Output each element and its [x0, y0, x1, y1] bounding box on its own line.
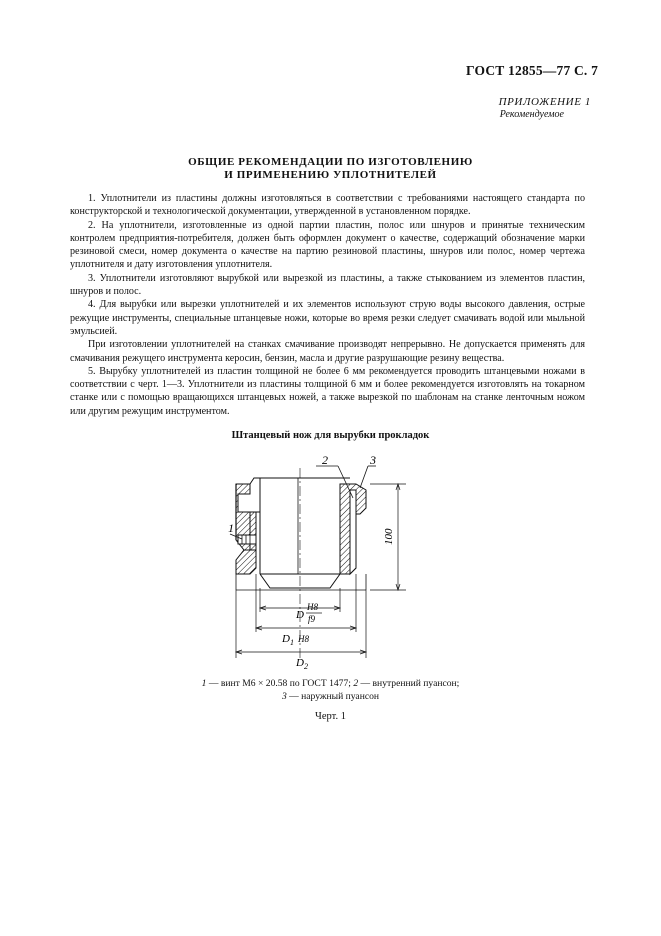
part-label-3: 3 — [370, 453, 376, 467]
dim-d-tolerance-bottom: f9 — [308, 614, 316, 624]
paragraph-5: 5. Вырубку уплотнителей из пластин толщиной не более 6 мм рекомендуется проводить штанцевыми ножами в соответствии с черт. 1—3. Уплотнители из пластины толщиной 6 мм и более рекомендуется изготовлять на токарном станке или с помощью вращающихся штанцевых ножей, а также вырезкой по шаблонам на станке ленточным ножом или другим режущим инструментом. — [70, 365, 585, 417]
dim-d2-subscript: 2 — [304, 662, 308, 671]
legend-number-1: 1 — [201, 678, 207, 689]
dim-d1-line — [256, 574, 356, 632]
appendix-label: ПРИЛОЖЕНИЕ 1 — [498, 96, 591, 108]
appendix-status: Рекомендуемое — [499, 109, 564, 120]
dim-d2-symbol: D — [296, 657, 304, 669]
section-title-line-1: ОБЩИЕ РЕКОМЕНДАЦИИ ПО ИЗГОТОВЛЕНИЮ — [188, 156, 473, 168]
paragraph-1: 1. Уплотнители из пластины должны изготовляться в соответствии с требованиями настоящего стандарта по конструкторской и технологической документации, утвержденной в установленном порядке. — [70, 193, 585, 218]
part-label-2: 2 — [322, 453, 328, 467]
left-lower-section — [236, 550, 256, 574]
dim-d2-line — [236, 590, 366, 658]
figure-legend — [0, 678, 661, 703]
standard-header: ГОСТ 12855—77 С. 7 — [466, 63, 599, 78]
body-text — [70, 192, 585, 418]
dim-d-tolerance-top: H8 — [307, 602, 318, 612]
dim-d-symbol: D — [296, 609, 304, 621]
paragraph-4: 4. Для вырубки или вырезки уплотнителей и их элементов используют струю воды высокого давления, острые режущие инструменты, специальные штанцевые ножи, которые во время резки следует смачивать водой или мыльной эмульсией. — [70, 299, 585, 337]
figure-title: Штанцевый нож для вырубки прокладок — [231, 430, 430, 441]
legend-number-3: 3 — [281, 690, 287, 702]
punch-knife-drawing — [220, 450, 420, 672]
legend-text-2: — внутренний пуансон; — [358, 678, 460, 689]
legend-line-1 — [0, 678, 661, 691]
legend-number-2: 2 — [353, 678, 359, 689]
paragraph-2: 2. На уплотнители, изготовленные из одной партии пластин, полос или шнуров и принятые техническим контролем предприятия-потребителя, должен быть оформлен документ о качестве, содержащий обозначение марки резиновой смеси, номер документа о качестве на партию резиновой пластины, шнуров или полос, номер чертежа уплотнителя и дату изготовления уплотнителя. — [70, 219, 585, 271]
part-label-1: 1 — [228, 521, 234, 535]
figure-caption: Черт. 1 — [315, 711, 346, 722]
height-value: 100 — [383, 528, 395, 545]
paragraph-4-continued: При изготовлении уплотнителей на станках смачивание производят непрерывно. Не допускается применять для смачивания режущего инструмента керосин, бензин, масла и другие разрушающие резину вещества. — [70, 339, 585, 364]
legend-line-2 — [0, 691, 661, 704]
section-title-line-2: И ПРИМЕНЕНИЮ УПЛОТНИТЕЛЕЙ — [224, 169, 437, 181]
legend-text-3: — наружный пуансон — [286, 690, 380, 702]
dim-d1-subscript: 1 — [290, 638, 294, 647]
dim-d1-symbol: D — [282, 633, 290, 645]
screw-part-1 — [238, 535, 256, 544]
legend-text-1: — винт М6 × 20.58 по ГОСТ 1477; — [206, 678, 354, 689]
dim-d1-tolerance: H8 — [298, 634, 309, 644]
paragraph-3: 3. Уплотнители изготовляют вырубкой или вырезкой из пластины, а также стыкованием из элементов пластин, шнуров и полос. — [70, 272, 585, 298]
